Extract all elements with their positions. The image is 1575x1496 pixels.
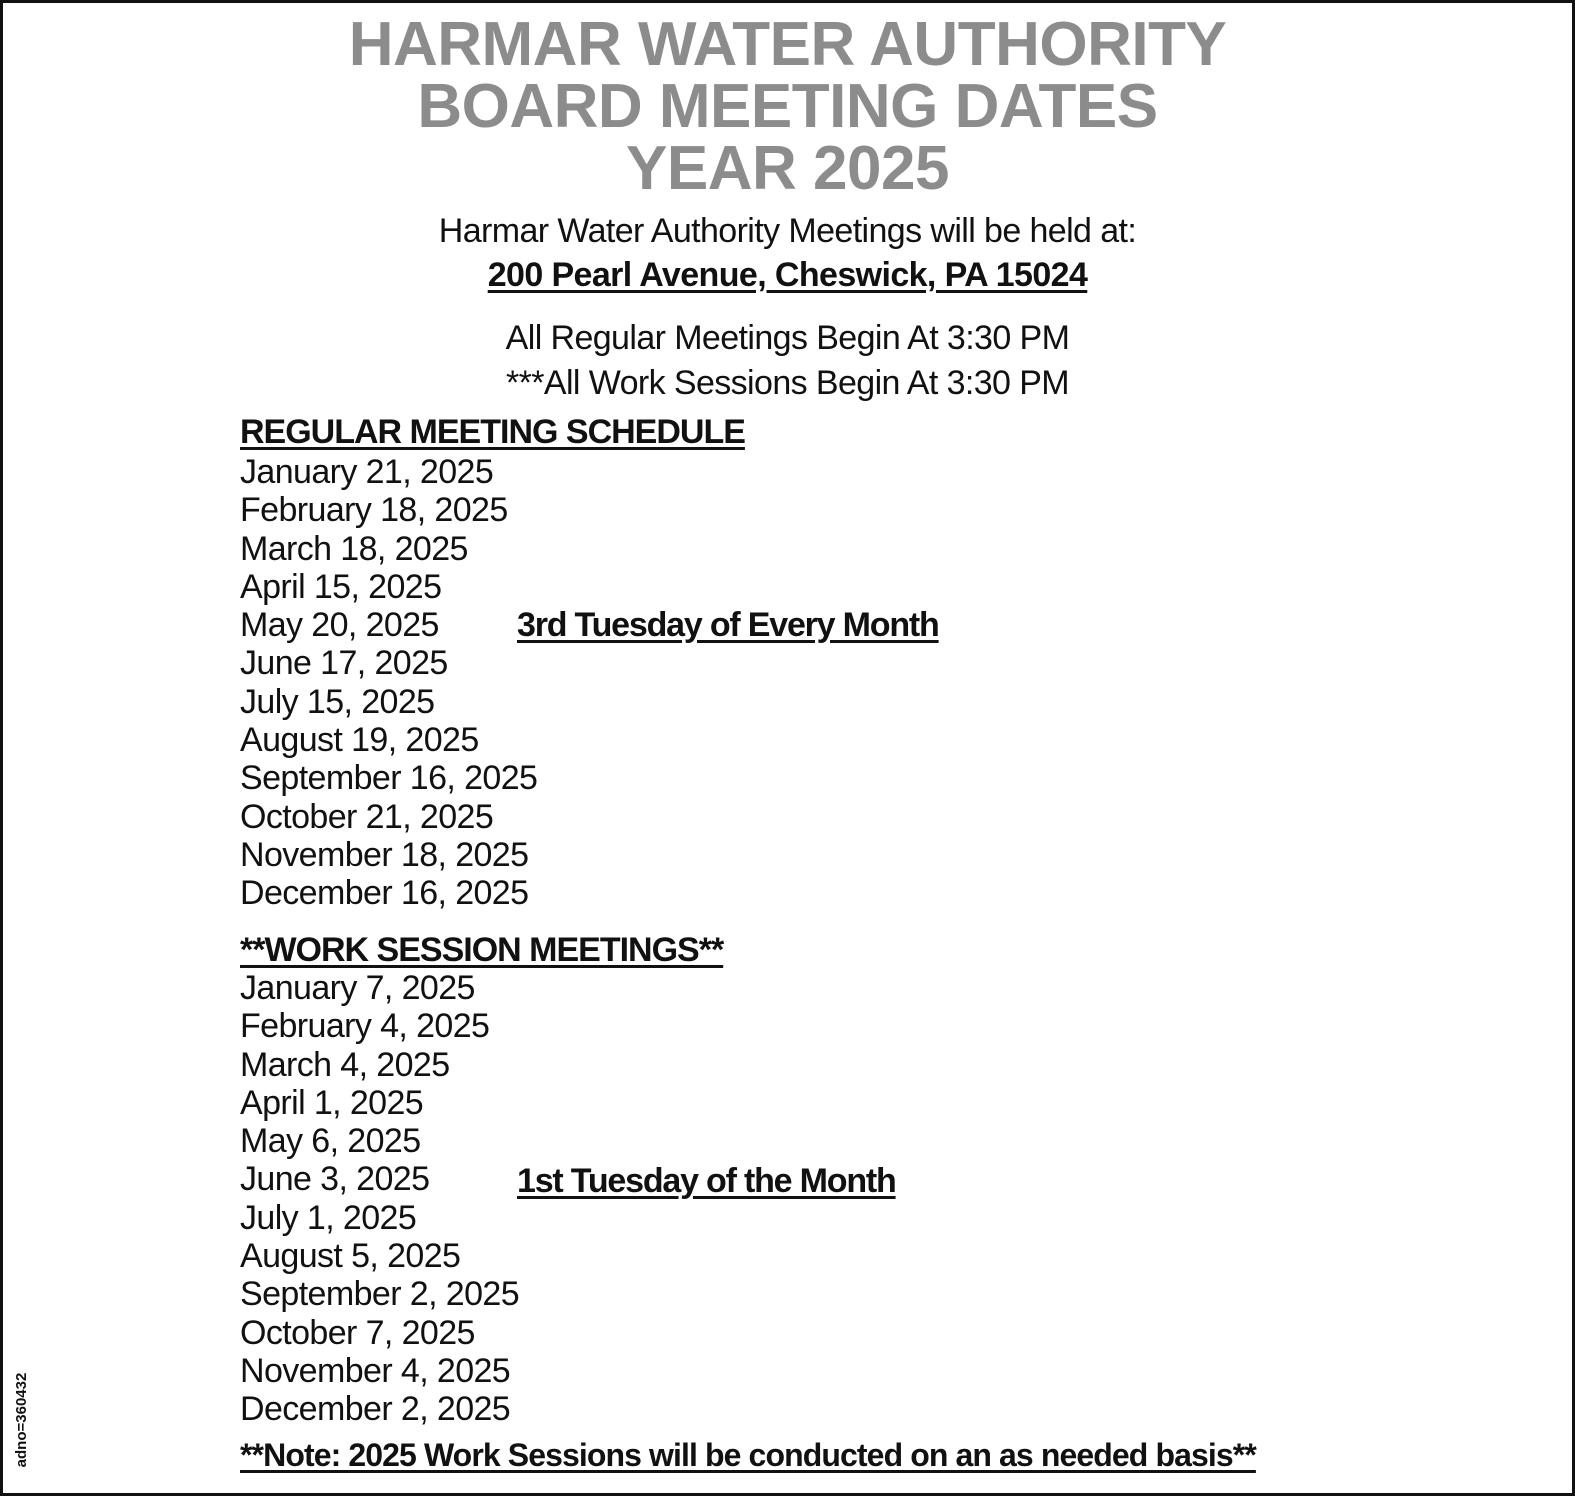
work-date: June 3, 2025 [240,1160,430,1199]
regular-date: January 21, 2025 [240,453,494,491]
regular-date: March 18, 2025 [240,529,468,568]
title-line-2: BOARD MEETING DATES [417,72,1158,141]
work-date: March 4, 2025 [240,1045,450,1084]
regular-date: February 18, 2025 [240,491,508,530]
work-date: July 1, 2025 [240,1198,417,1237]
regular-dates-list [240,453,537,913]
regular-date: July 15, 2025 [240,682,435,721]
regular-date: August 19, 2025 [240,721,479,760]
work-date: February 4, 2025 [240,1007,490,1046]
meeting-address: 200 Pearl Avenue, Cheswick, PA 15024 [487,256,1088,294]
work-session-heading: **WORK SESSION MEETINGS** [240,931,724,969]
work-date: May 6, 2025 [240,1122,421,1161]
regular-start-time: All Regular Meetings Begin At 3:30 PM [505,319,1070,357]
work-date: April 1, 2025 [240,1083,424,1122]
work-date: August 5, 2025 [240,1237,461,1276]
work-date: December 2, 2025 [240,1390,511,1429]
work-session-note: 1st Tuesday of the Month [517,1162,896,1200]
regular-date: December 16, 2025 [240,874,529,913]
work-start-time: ***All Work Sessions Begin At 3:30 PM [505,364,1069,402]
title-line-1: HARMAR WATER AUTHORITY [348,10,1227,79]
regular-date: June 17, 2025 [240,644,448,683]
regular-date: April 15, 2025 [240,567,442,606]
work-date: September 2, 2025 [240,1275,519,1314]
work-date: January 7, 2025 [240,969,475,1007]
regular-schedule-note: 3rd Tuesday of Every Month [517,606,939,644]
regular-date: October 21, 2025 [240,797,494,836]
regular-date: September 16, 2025 [240,759,538,798]
regular-schedule-heading: REGULAR MEETING SCHEDULE [240,413,745,451]
work-dates-list [240,969,519,1429]
regular-date: May 20, 2025 [240,606,439,645]
work-date: November 4, 2025 [240,1351,511,1390]
regular-date: November 18, 2025 [240,835,529,874]
title-line-3: YEAR 2025 [626,134,949,203]
location-intro: Harmar Water Authority Meetings will be held at: [438,212,1137,250]
footnote: **Note: 2025 Work Sessions will be conducted on an as needed basis** [240,1437,1256,1473]
ad-number: adno=360432 [13,1372,30,1468]
work-date: October 7, 2025 [240,1313,475,1352]
